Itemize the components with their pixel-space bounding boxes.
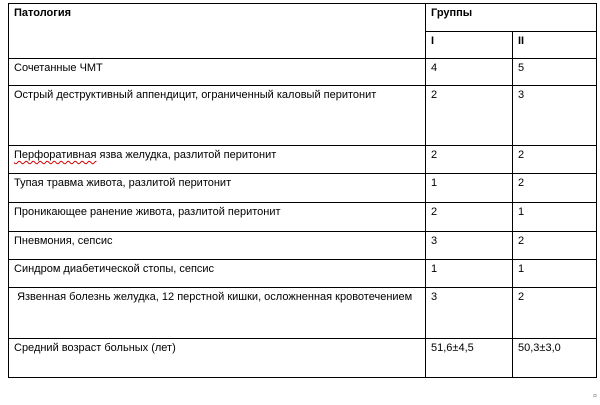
table-row: [9, 260, 597, 288]
pathology-table: [8, 3, 597, 378]
table-row: [9, 86, 597, 146]
pathology-cell: [9, 146, 426, 174]
group-1-cell: 1: [426, 260, 513, 288]
pathology-cell: Пневмония, сепсис: [9, 232, 426, 260]
table-row: [9, 232, 597, 260]
group-1-cell: 3: [426, 288, 513, 339]
table-row: [9, 146, 597, 174]
group-1-cell: 2: [426, 86, 513, 146]
table-row: [9, 174, 597, 203]
pathology-cell: Острый деструктивный аппендицит, ограниченный каловый перитонит: [9, 86, 426, 146]
group-1-cell: 4: [426, 59, 513, 86]
pathology-cell: Тупая травма живота, разлитой перитонит: [9, 174, 426, 203]
group-2-cell: 2: [513, 232, 597, 260]
header-pathology: Патология: [9, 4, 426, 59]
header-row: [9, 4, 597, 32]
pathology-cell: Проникающее ранение живота, разлитой перитонит: [9, 203, 426, 232]
pathology-text: язва желудка, разлитой перитонит: [96, 149, 277, 161]
table-row: [9, 339, 597, 378]
pathology-cell: Синдром диабетической стопы, сепсис: [9, 260, 426, 288]
pathology-cell: Сочетанные ЧМТ: [9, 59, 426, 86]
group-2-cell: 3: [513, 86, 597, 146]
group-1-cell: 3: [426, 232, 513, 260]
table-row: [9, 288, 597, 339]
group-2-cell: 2: [513, 174, 597, 203]
group-2-cell: 2: [513, 146, 597, 174]
header-groups: Группы: [426, 4, 597, 32]
group-1-cell: 2: [426, 203, 513, 232]
group-2-cell: 50,3±3,0: [513, 339, 597, 378]
end-of-table-mark: ¤: [593, 393, 597, 400]
group-2-cell: 5: [513, 59, 597, 86]
group-1-cell: 2: [426, 146, 513, 174]
header-group-2: II: [513, 32, 597, 59]
group-1-cell: 1: [426, 174, 513, 203]
pathology-cell: Язвенная болезнь желудка, 12 перстной кишки, осложненная кровотечением: [9, 288, 426, 339]
table-row: [9, 203, 597, 232]
header-group-1: I: [426, 32, 513, 59]
spellcheck-word: Перфоративная: [14, 149, 97, 161]
group-2-cell: 1: [513, 203, 597, 232]
group-1-cell: 51,6±4,5: [426, 339, 513, 378]
group-2-cell: 2: [513, 288, 597, 339]
group-2-cell: 1: [513, 260, 597, 288]
table-row: [9, 59, 597, 86]
pathology-cell: Средний возраст больных (лет): [9, 339, 426, 378]
